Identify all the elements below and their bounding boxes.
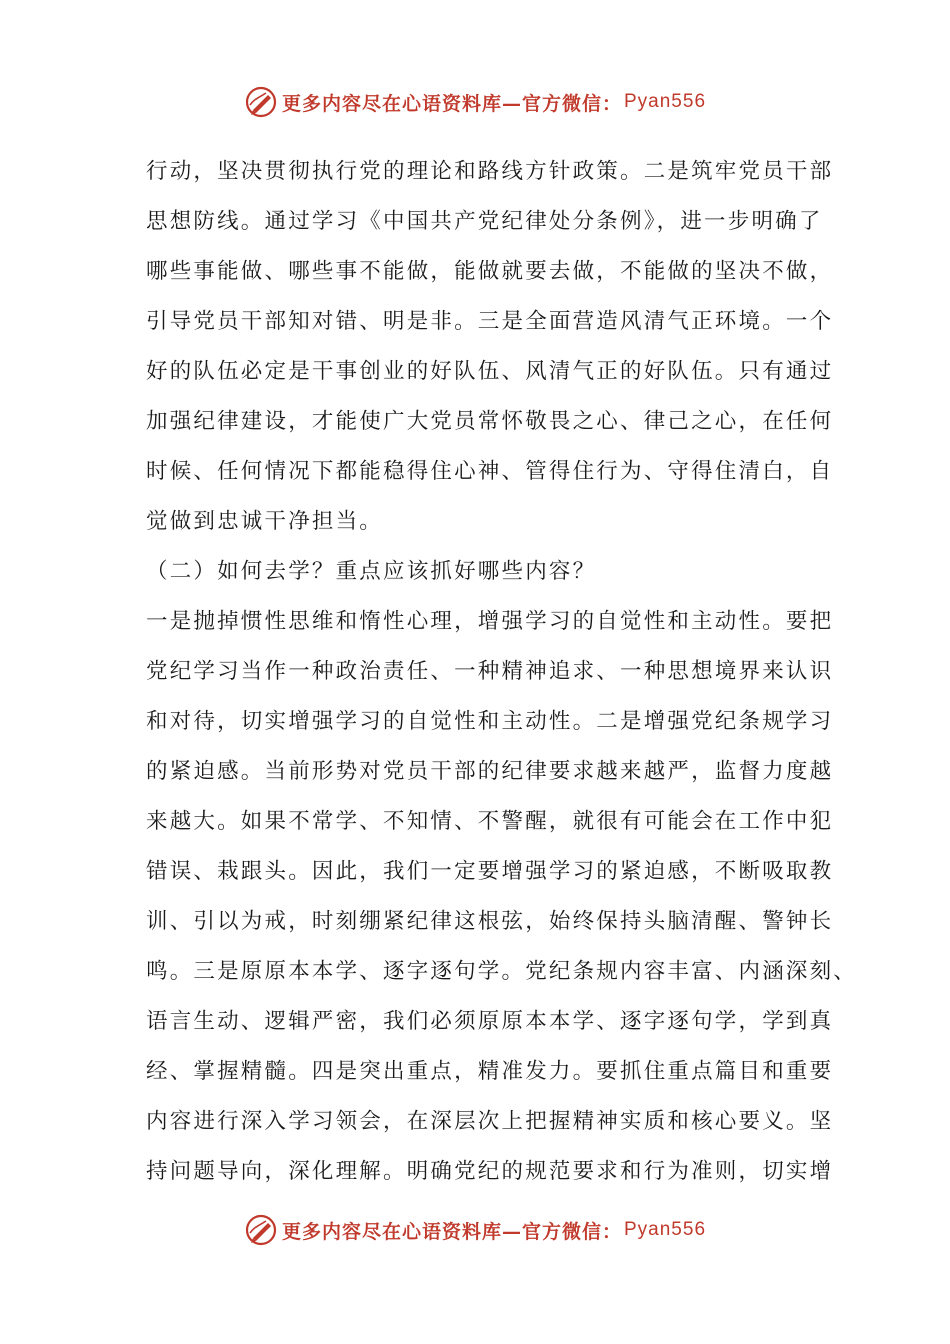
- text-line: 觉做到忠诚干净担当。: [146, 509, 384, 534]
- watermark-text: 更多内容尽在心语资料库—官方微信：: [281, 92, 622, 115]
- section-heading: （二）如何去学？重点应该抓好哪些内容？: [146, 559, 597, 584]
- text-line: 来越大。如果不常学、不知情、不警醒，就很有可能会在工作中犯: [146, 809, 834, 834]
- text-line: 加强纪律建设，才能使广大党员常怀敬畏之心、律己之心，在任何: [146, 409, 834, 434]
- pen-logo-icon: [244, 85, 278, 119]
- text-line: 的紧迫感。当前形势对党员干部的纪律要求越来越严，监督力度越: [146, 759, 834, 784]
- text-line: 持问题导向，深化理解。明确党纪的规范要求和行为准则，切实增: [146, 1159, 834, 1184]
- text-line: 和对待，切实增强学习的自觉性和主动性。二是增强党纪条规学习: [146, 709, 834, 734]
- text-line: 训、引以为戒，时刻绷紧纪律这根弦，始终保持头脑清醒、警钟长: [146, 909, 834, 934]
- body-text: [146, 147, 858, 1197]
- watermark-wechat-id: Pyan556: [624, 91, 707, 112]
- text-line: 哪些事能做、哪些事不能做，能做就要去做，不能做的坚决不做，: [146, 259, 834, 284]
- pen-logo-icon: [244, 1213, 278, 1247]
- text-line: 一是抛掉惯性思维和惰性心理，增强学习的自觉性和主动性。要把: [146, 609, 834, 634]
- text-line: 行动，坚决贯彻执行党的理论和路线方针政策。二是筑牢党员干部: [146, 159, 834, 184]
- watermark-wechat-id: Pyan556: [624, 1219, 707, 1240]
- text-line: 引导党员干部知对错、明是非。三是全面营造风清气正环境。一个: [146, 309, 834, 334]
- text-line: 语言生动、逻辑严密，我们必须原原本本学、逐字逐句学，学到真: [146, 1009, 834, 1034]
- text-line: 时候、任何情况下都能稳得住心神、管得住行为、守得住清白，自: [146, 459, 834, 484]
- text-line: 好的队伍必定是干事创业的好队伍、风清气正的好队伍。只有通过: [146, 359, 834, 384]
- footer-watermark: [0, 1210, 950, 1250]
- watermark-text: 更多内容尽在心语资料库—官方微信：: [281, 1220, 622, 1243]
- header-watermark: [0, 82, 950, 122]
- text-line: 内容进行深入学习领会，在深层次上把握精神实质和核心要义。坚: [146, 1109, 834, 1134]
- text-line: 党纪学习当作一种政治责任、一种精神追求、一种思想境界来认识: [146, 659, 834, 684]
- text-line: 错误、栽跟头。因此，我们一定要增强学习的紧迫感，不断吸取教: [146, 859, 834, 884]
- text-line: 鸣。三是原原本本学、逐字逐句学。党纪条规内容丰富、内涵深刻、: [146, 959, 858, 984]
- text-line: 经、掌握精髓。四是突出重点，精准发力。要抓住重点篇目和重要: [146, 1059, 834, 1084]
- text-line: 思想防线。通过学习《中国共产党纪律处分条例》，进一步明确了: [146, 209, 823, 234]
